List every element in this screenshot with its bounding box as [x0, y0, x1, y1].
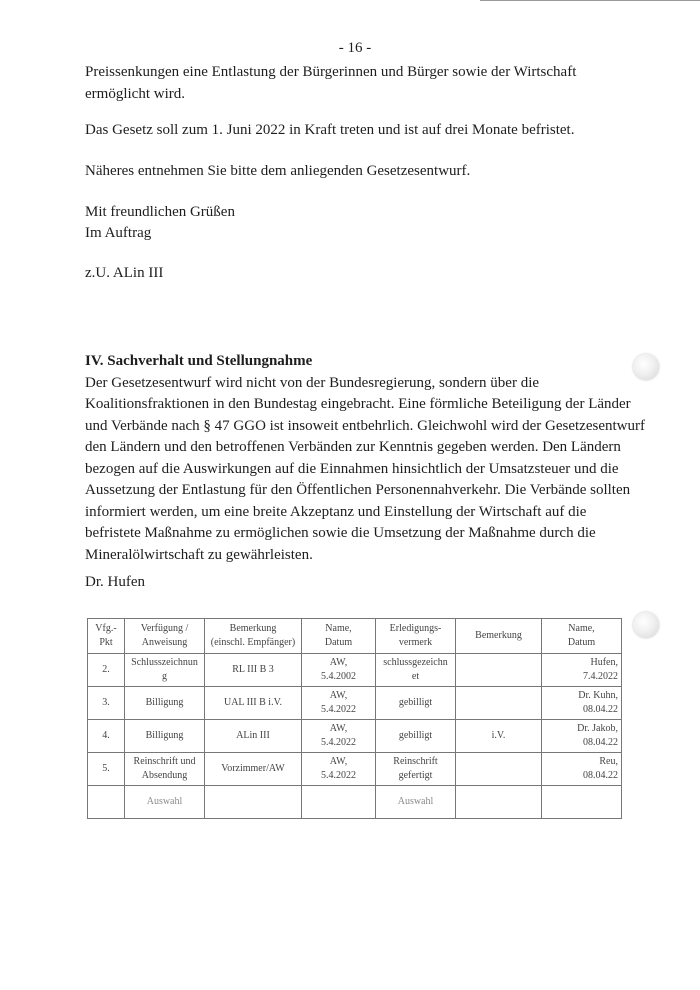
header-pkt: Vfg.- Pkt	[88, 619, 125, 654]
greeting: Mit freundlichen Grüßen	[85, 204, 235, 220]
cell-verfuegung: Billigung	[125, 720, 205, 753]
cell-bemerkung	[205, 786, 302, 819]
cell-bemerkung: RL III B 3	[205, 654, 302, 687]
header-erledigung: Erledigungs- vermerk	[376, 619, 456, 654]
cell-pkt: 5.	[88, 753, 125, 786]
table-row	[88, 786, 622, 819]
cell-erledigung: schlussgezeichn et	[376, 654, 456, 687]
disposition-table	[87, 618, 622, 819]
cell-bemerkung-2	[456, 786, 542, 819]
cell-verfuegung: Schlusszeichnun g	[125, 654, 205, 687]
header-name-datum: Name, Datum	[302, 619, 376, 654]
cell-name-datum-2: Dr. Jakob, 08.04.22	[542, 720, 622, 753]
cell-verfuegung: Reinschrift und Absendung	[125, 753, 205, 786]
cell-pkt: 2.	[88, 654, 125, 687]
effective-date-paragraph: Das Gesetz soll zum 1. Juni 2022 in Kraft treten und ist auf drei Monate befristet.	[85, 122, 575, 138]
cell-erledigung: gebilligt	[376, 687, 456, 720]
auswahl-dropdown-verfuegung[interactable]: Auswahl	[125, 786, 205, 819]
cell-pkt	[88, 786, 125, 819]
cell-name-datum-2	[542, 786, 622, 819]
table-row	[88, 720, 622, 753]
page-number: - 16 -	[338, 40, 372, 56]
cell-bemerkung: UAL III B i.V.	[205, 687, 302, 720]
cell-bemerkung-2	[456, 687, 542, 720]
signature-line: z.U. ALin III	[85, 265, 164, 281]
cell-bemerkung-2	[456, 753, 542, 786]
statement-section	[85, 351, 645, 566]
cell-name-datum-2: Dr. Kuhn, 08.04.22	[542, 687, 622, 720]
cell-verfuegung: Billigung	[125, 687, 205, 720]
author-line: Dr. Hufen	[85, 574, 145, 590]
cell-name-datum: AW, 5.4.2002	[302, 654, 376, 687]
cell-name-datum-2: Reu, 08.04.22	[542, 753, 622, 786]
cell-name-datum: AW, 5.4.2022	[302, 753, 376, 786]
auswahl-dropdown-erledigung[interactable]: Auswahl	[376, 786, 456, 819]
cell-bemerkung: ALin III	[205, 720, 302, 753]
table-header-row	[88, 619, 622, 654]
cell-name-datum	[302, 786, 376, 819]
on-behalf-line: Im Auftrag	[85, 225, 152, 241]
details-paragraph: Näheres entnehmen Sie bitte dem anliegenden Gesetzesentwurf.	[85, 163, 471, 179]
cell-bemerkung-2	[456, 654, 542, 687]
cell-name-datum: AW, 5.4.2022	[302, 687, 376, 720]
header-verfuegung: Verfügung / Anweisung	[125, 619, 205, 654]
punch-hole-lower	[633, 612, 659, 638]
table-row	[88, 687, 622, 720]
top-edge-rule	[480, 0, 700, 1]
cell-bemerkung: Vorzimmer/AW	[205, 753, 302, 786]
section-heading: IV. Sachverhalt und Stellungnahme	[85, 353, 313, 369]
section-body: Der Gesetzesentwurf wird nicht von der Bundesregierung, sondern über die Koalitionsfraktionen in den Bundestag eingebracht. Eine förmliche Beteiligung der Länder und Verbände nach § 47 GGO ist insoweit entbehrlich. Gleichwohl wird der Gesetzesentwurf den Ländern und den betroffenen Verbänden zur Kenntnis gegeben werden. Den Ländern bezogen auf die Auswirkungen auf die Einnahmen hinsichtlich der Umsatzsteuer und die Aussetzung der Entlastung für den Öffentlichen Personennahverkehr. Die Verbände sollten informiert werden, um eine breite Akzeptanz und Einstellung der Wirtschaft auf die befristete Maßnahme zu ermöglichen sowie die Umsetzung der Maßnahme durch die Mineralölwirtschaft zu gewährleisten.	[85, 374, 645, 563]
cell-erledigung: Reinschrift gefertigt	[376, 753, 456, 786]
header-bemerkung: Bemerkung (einschl. Empfänger)	[205, 619, 302, 654]
cell-bemerkung-2: i.V.	[456, 720, 542, 753]
table-row	[88, 654, 622, 687]
cell-erledigung: gebilligt	[376, 720, 456, 753]
cell-pkt: 3.	[88, 687, 125, 720]
header-bemerkung-2: Bemerkung	[456, 619, 542, 654]
header-name-datum-2: Name, Datum	[542, 619, 622, 654]
table-row	[88, 753, 622, 786]
cell-name-datum-2: Hufen, 7.4.2022	[542, 654, 622, 687]
cell-pkt: 4.	[88, 720, 125, 753]
intro-paragraph: Preissenkungen eine Entlastung der Bürgerinnen und Bürger sowie der Wirtschaft ermöglicht wird.	[85, 64, 577, 102]
cell-name-datum: AW, 5.4.2022	[302, 720, 376, 753]
